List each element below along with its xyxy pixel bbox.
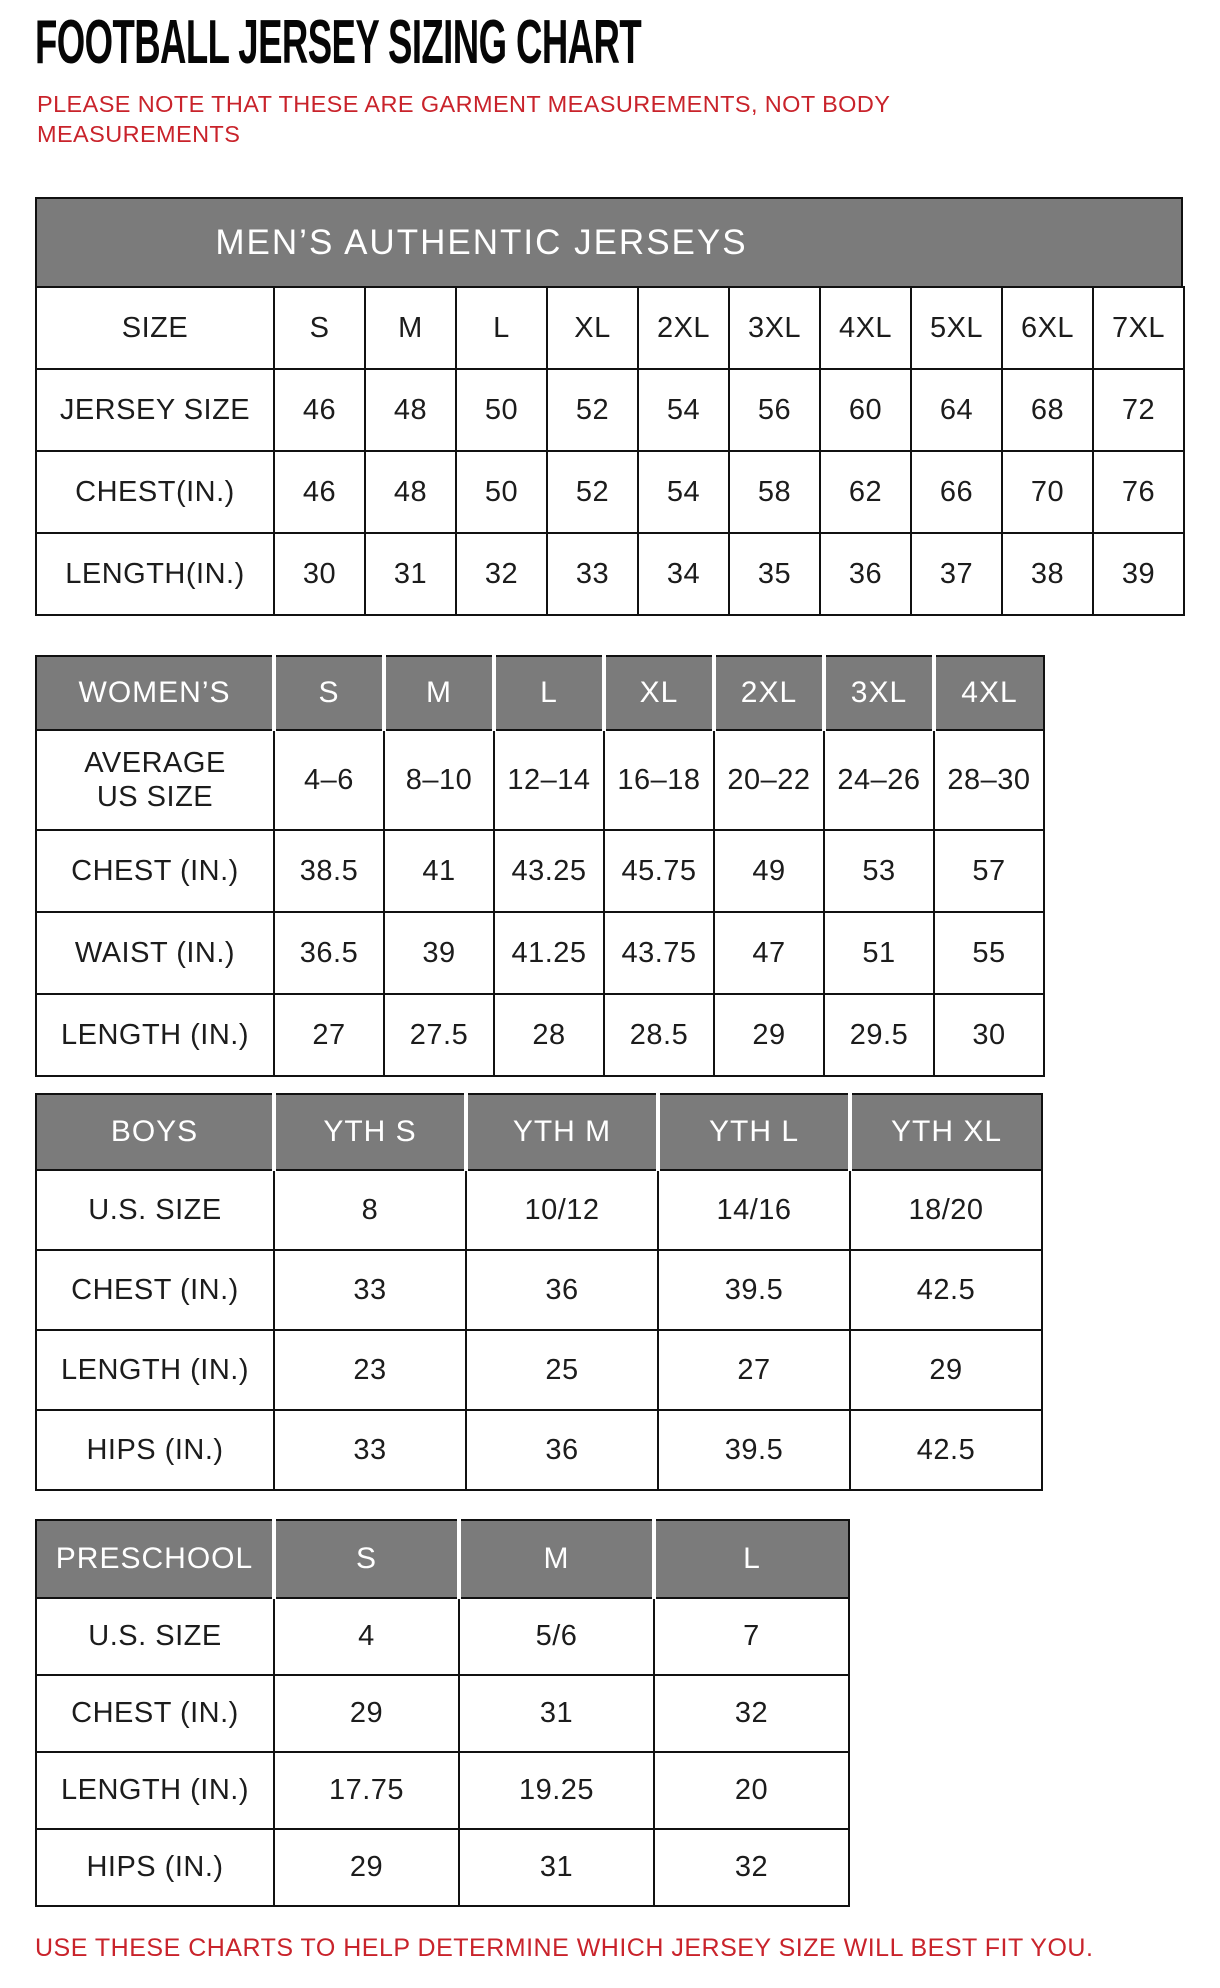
row-label-cell: CHEST (IN.)	[36, 1250, 274, 1330]
size-value-cell: 52	[547, 369, 638, 451]
size-value-cell: 39	[1093, 533, 1184, 615]
size-value-cell: 48	[365, 451, 456, 533]
boys-size-table	[35, 1093, 1043, 1491]
size-value-cell: 36	[466, 1250, 658, 1330]
page-title: FOOTBALL JERSEY SIZING CHART	[35, 8, 642, 77]
size-value-cell: 23	[274, 1330, 466, 1410]
table-row	[36, 1675, 849, 1752]
row-label-cell: CHEST (IN.)	[36, 1675, 274, 1752]
size-value-cell: 37	[911, 533, 1002, 615]
size-value-cell: 27	[274, 994, 384, 1076]
size-value-cell: 66	[911, 451, 1002, 533]
size-value-cell: 8	[274, 1170, 466, 1250]
size-column-header: 2XL	[714, 656, 824, 730]
row-label-cell: WAIST (IN.)	[36, 912, 274, 994]
size-value-cell: 68	[1002, 369, 1093, 451]
size-value-cell: 29	[274, 1675, 459, 1752]
row-label-cell: LENGTH (IN.)	[36, 994, 274, 1076]
size-value-cell: 3XL	[729, 287, 820, 369]
size-value-cell: 55	[934, 912, 1044, 994]
table-row	[36, 1829, 849, 1906]
size-value-cell: 28.5	[604, 994, 714, 1076]
size-column-header: L	[654, 1520, 849, 1598]
size-value-cell: 60	[820, 369, 911, 451]
size-value-cell: 46	[274, 451, 365, 533]
size-value-cell: 36	[466, 1410, 658, 1490]
size-column-header: S	[274, 1520, 459, 1598]
size-value-cell: 46	[274, 369, 365, 451]
preschool-size-table	[35, 1519, 850, 1907]
size-value-cell: 16–18	[604, 730, 714, 830]
size-value-cell: 4–6	[274, 730, 384, 830]
size-value-cell: 32	[654, 1829, 849, 1906]
size-value-cell: 31	[459, 1829, 654, 1906]
size-column-header: 4XL	[934, 656, 1044, 730]
table-header-row	[36, 1094, 1042, 1170]
table-row	[36, 1330, 1042, 1410]
size-value-cell: S	[274, 287, 365, 369]
size-value-cell: 32	[456, 533, 547, 615]
size-value-cell: 5/6	[459, 1598, 654, 1675]
table-row	[36, 730, 1044, 830]
chart-usage-footer: USE THESE CHARTS TO HELP DETERMINE WHICH JERSEY SIZE WILL BEST FIT YOU.	[35, 1934, 1094, 1963]
table-row	[36, 1170, 1042, 1250]
size-value-cell: 12–14	[494, 730, 604, 830]
row-label-cell: HIPS (IN.)	[36, 1829, 274, 1906]
size-column-header: YTH XL	[850, 1094, 1042, 1170]
size-value-cell: 36.5	[274, 912, 384, 994]
size-value-cell: 17.75	[274, 1752, 459, 1829]
size-value-cell: 58	[729, 451, 820, 533]
row-label-cell: LENGTH (IN.)	[36, 1752, 274, 1829]
size-value-cell: 39	[384, 912, 494, 994]
size-value-cell: 33	[274, 1410, 466, 1490]
row-label-cell: HIPS (IN.)	[36, 1410, 274, 1490]
size-column-header: YTH S	[274, 1094, 466, 1170]
womens-table-section	[35, 655, 1220, 1077]
size-value-cell: 28	[494, 994, 604, 1076]
table-title-cell: BOYS	[36, 1094, 274, 1170]
size-value-cell: 30	[274, 533, 365, 615]
size-value-cell: 33	[274, 1250, 466, 1330]
size-value-cell: 39.5	[658, 1410, 850, 1490]
size-value-cell: L	[456, 287, 547, 369]
row-label-cell: SIZE	[36, 287, 274, 369]
size-value-cell: M	[365, 287, 456, 369]
size-value-cell: 6XL	[1002, 287, 1093, 369]
table-header-row	[36, 1520, 849, 1598]
row-label-cell: LENGTH (IN.)	[36, 1330, 274, 1410]
table-row	[36, 1752, 849, 1829]
size-value-cell: 47	[714, 912, 824, 994]
size-value-cell: 8–10	[384, 730, 494, 830]
size-value-cell: 4	[274, 1598, 459, 1675]
size-value-cell: 19.25	[459, 1752, 654, 1829]
size-value-cell: 5XL	[911, 287, 1002, 369]
size-value-cell: 2XL	[638, 287, 729, 369]
mens-size-table	[35, 286, 1185, 616]
size-value-cell: XL	[547, 287, 638, 369]
row-label-cell: U.S. SIZE	[36, 1170, 274, 1250]
size-value-cell: 53	[824, 830, 934, 912]
table-row	[36, 287, 1184, 369]
size-value-cell: 41	[384, 830, 494, 912]
size-value-cell: 14/16	[658, 1170, 850, 1250]
size-value-cell: 48	[365, 369, 456, 451]
size-value-cell: 36	[820, 533, 911, 615]
table-header-row	[36, 656, 1044, 730]
size-column-header: L	[494, 656, 604, 730]
row-label-cell: CHEST (IN.)	[36, 830, 274, 912]
preschool-table-section	[35, 1519, 1220, 1907]
size-value-cell: 31	[365, 533, 456, 615]
size-value-cell: 49	[714, 830, 824, 912]
size-value-cell: 29	[850, 1330, 1042, 1410]
table-row	[36, 369, 1184, 451]
size-value-cell: 42.5	[850, 1250, 1042, 1330]
size-value-cell: 51	[824, 912, 934, 994]
size-value-cell: 41.25	[494, 912, 604, 994]
size-value-cell: 20–22	[714, 730, 824, 830]
size-value-cell: 29.5	[824, 994, 934, 1076]
table-title-cell: PRESCHOOL	[36, 1520, 274, 1598]
size-value-cell: 24–26	[824, 730, 934, 830]
size-column-header: M	[459, 1520, 654, 1598]
size-value-cell: 56	[729, 369, 820, 451]
size-value-cell: 29	[274, 1829, 459, 1906]
size-value-cell: 52	[547, 451, 638, 533]
table-row	[36, 830, 1044, 912]
size-value-cell: 76	[1093, 451, 1184, 533]
table-row	[36, 1410, 1042, 1490]
size-value-cell: 20	[654, 1752, 849, 1829]
garment-measurement-note: PLEASE NOTE THAT THESE ARE GARMENT MEASUREMENTS, NOT BODY MEASUREMENTS	[37, 91, 890, 148]
size-value-cell: 32	[654, 1675, 849, 1752]
row-label-cell: CHEST(IN.)	[36, 451, 274, 533]
size-value-cell: 50	[456, 451, 547, 533]
size-value-cell: 31	[459, 1675, 654, 1752]
row-label-cell: AVERAGE US SIZE	[36, 730, 274, 830]
size-value-cell: 45.75	[604, 830, 714, 912]
table-row	[36, 1250, 1042, 1330]
size-value-cell: 42.5	[850, 1410, 1042, 1490]
table-title-cell: WOMEN’S	[36, 656, 274, 730]
mens-table-banner: MEN’S AUTHENTIC JERSEYS	[35, 197, 1183, 286]
size-value-cell: 35	[729, 533, 820, 615]
size-column-header: 3XL	[824, 656, 934, 730]
size-value-cell: 38.5	[274, 830, 384, 912]
size-value-cell: 34	[638, 533, 729, 615]
size-column-header: M	[384, 656, 494, 730]
row-label-cell: JERSEY SIZE	[36, 369, 274, 451]
size-value-cell: 38	[1002, 533, 1093, 615]
size-column-header: YTH L	[658, 1094, 850, 1170]
size-value-cell: 33	[547, 533, 638, 615]
size-column-header: XL	[604, 656, 714, 730]
size-value-cell: 10/12	[466, 1170, 658, 1250]
size-value-cell: 27.5	[384, 994, 494, 1076]
size-value-cell: 62	[820, 451, 911, 533]
size-value-cell: 30	[934, 994, 1044, 1076]
size-value-cell: 27	[658, 1330, 850, 1410]
size-value-cell: 57	[934, 830, 1044, 912]
size-column-header: YTH M	[466, 1094, 658, 1170]
size-value-cell: 54	[638, 369, 729, 451]
size-value-cell: 43.25	[494, 830, 604, 912]
table-row	[36, 451, 1184, 533]
womens-size-table	[35, 655, 1045, 1077]
table-row	[36, 1598, 849, 1675]
size-value-cell: 50	[456, 369, 547, 451]
table-row	[36, 533, 1184, 615]
size-value-cell: 54	[638, 451, 729, 533]
size-value-cell: 72	[1093, 369, 1184, 451]
size-value-cell: 4XL	[820, 287, 911, 369]
sizing-chart-document	[0, 8, 1220, 1963]
size-value-cell: 7XL	[1093, 287, 1184, 369]
size-value-cell: 64	[911, 369, 1002, 451]
table-row	[36, 912, 1044, 994]
boys-table-section	[35, 1093, 1220, 1491]
size-value-cell: 29	[714, 994, 824, 1076]
table-row	[36, 994, 1044, 1076]
size-column-header: S	[274, 656, 384, 730]
row-label-cell: U.S. SIZE	[36, 1598, 274, 1675]
mens-table-section	[35, 197, 1220, 616]
size-value-cell: 43.75	[604, 912, 714, 994]
size-value-cell: 25	[466, 1330, 658, 1410]
size-value-cell: 7	[654, 1598, 849, 1675]
size-value-cell: 18/20	[850, 1170, 1042, 1250]
size-value-cell: 28–30	[934, 730, 1044, 830]
size-value-cell: 39.5	[658, 1250, 850, 1330]
size-value-cell: 70	[1002, 451, 1093, 533]
row-label-cell: LENGTH(IN.)	[36, 533, 274, 615]
